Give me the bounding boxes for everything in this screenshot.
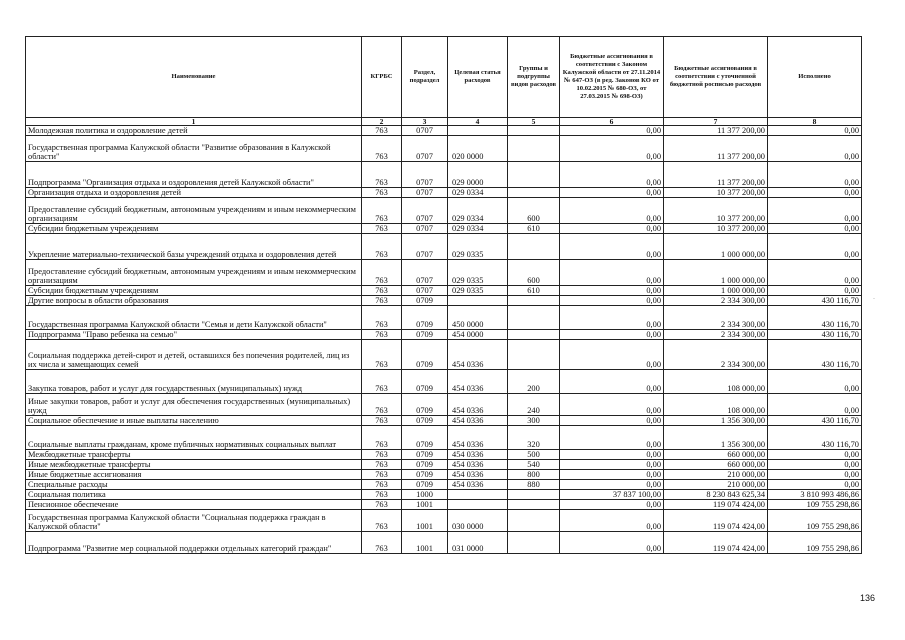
table-row bbox=[26, 296, 862, 306]
column-number: 3 bbox=[402, 118, 448, 126]
row-kgrbs: 763 bbox=[362, 470, 402, 480]
table-body bbox=[26, 126, 862, 554]
row-refined-amount: 660 000,00 bbox=[664, 450, 768, 460]
row-name: Государственная программа Калужской области "Социальная поддержка граждан в Калужской области" bbox=[26, 510, 362, 532]
header-refined-allocations: Бюджетные ассигнования в соответствии с уточненной бюджетной росписью расходов bbox=[664, 37, 768, 118]
header-law-allocations: Бюджетные ассигнования в соответствии с Законом Калужской области от 27.11.2014 № 647-ОЗ (в ред. Законов КО от 10.02.2015 № 680-ОЗ, от 27.03.2015 № 698-ОЗ) bbox=[560, 37, 664, 118]
row-razdel: 0709 bbox=[402, 394, 448, 416]
row-expense-type: 600 bbox=[508, 260, 560, 286]
row-name: Социальная поддержка детей-сирот и детей, оставшихся без попечения родителей, лиц из их числа и замещающих семей bbox=[26, 340, 362, 370]
row-executed-amount: 0,00 bbox=[768, 450, 862, 460]
row-razdel: 1001 bbox=[402, 500, 448, 510]
row-executed-amount: 0,00 bbox=[768, 136, 862, 162]
row-kgrbs: 763 bbox=[362, 370, 402, 394]
row-executed-amount: 0,00 bbox=[768, 370, 862, 394]
row-refined-amount: 119 074 424,00 bbox=[664, 532, 768, 554]
row-law-amount: 0,00 bbox=[560, 340, 664, 370]
row-kgrbs: 763 bbox=[362, 260, 402, 286]
row-name: Укрепление материально-технической базы учреждений отдыха и оздоровления детей bbox=[26, 234, 362, 260]
row-kgrbs: 763 bbox=[362, 340, 402, 370]
row-target-article bbox=[448, 500, 508, 510]
row-name: Социальное обеспечение и иные выплаты населению bbox=[26, 416, 362, 426]
row-name: Иные межбюджетные трансферты bbox=[26, 460, 362, 470]
row-target-article bbox=[448, 296, 508, 306]
row-expense-type: 540 bbox=[508, 460, 560, 470]
row-target-article: 029 0334 bbox=[448, 224, 508, 234]
row-razdel: 0707 bbox=[402, 286, 448, 296]
row-expense-type: 200 bbox=[508, 370, 560, 394]
row-kgrbs: 763 bbox=[362, 198, 402, 224]
row-expense-type: 600 bbox=[508, 198, 560, 224]
row-target-article bbox=[448, 490, 508, 500]
row-razdel: 0709 bbox=[402, 340, 448, 370]
row-refined-amount: 1 000 000,00 bbox=[664, 286, 768, 296]
row-razdel: 0707 bbox=[402, 224, 448, 234]
row-name: Социальные выплаты гражданам, кроме публичных нормативных социальных выплат bbox=[26, 426, 362, 450]
row-refined-amount: 10 377 200,00 bbox=[664, 198, 768, 224]
row-executed-amount: 430 116,70 bbox=[768, 340, 862, 370]
row-target-article: 454 0336 bbox=[448, 450, 508, 460]
row-executed-amount: 430 116,70 bbox=[768, 426, 862, 450]
column-number: 6 bbox=[560, 118, 664, 126]
row-kgrbs: 763 bbox=[362, 510, 402, 532]
row-refined-amount: 11 377 200,00 bbox=[664, 136, 768, 162]
row-expense-type: 300 bbox=[508, 416, 560, 426]
table-row bbox=[26, 490, 862, 500]
scan-mark: · bbox=[873, 296, 875, 302]
table-row bbox=[26, 198, 862, 224]
row-target-article: 029 0335 bbox=[448, 260, 508, 286]
row-refined-amount: 2 334 300,00 bbox=[664, 330, 768, 340]
row-kgrbs: 763 bbox=[362, 500, 402, 510]
row-name: Иные бюджетные ассигнования bbox=[26, 470, 362, 480]
row-target-article: 454 0336 bbox=[448, 460, 508, 470]
row-razdel: 0707 bbox=[402, 188, 448, 198]
row-law-amount: 0,00 bbox=[560, 480, 664, 490]
column-number: 8 bbox=[768, 118, 862, 126]
column-number: 5 bbox=[508, 118, 560, 126]
row-law-amount: 0,00 bbox=[560, 532, 664, 554]
row-refined-amount: 11 377 200,00 bbox=[664, 126, 768, 136]
table-row bbox=[26, 416, 862, 426]
row-name: Подпрограмма "Право ребенка на семью" bbox=[26, 330, 362, 340]
row-razdel: 1001 bbox=[402, 532, 448, 554]
row-law-amount: 0,00 bbox=[560, 510, 664, 532]
header-row bbox=[26, 37, 862, 118]
row-razdel: 1001 bbox=[402, 510, 448, 532]
row-executed-amount: 0,00 bbox=[768, 224, 862, 234]
row-target-article: 454 0336 bbox=[448, 470, 508, 480]
row-expense-type: 240 bbox=[508, 394, 560, 416]
row-law-amount: 0,00 bbox=[560, 330, 664, 340]
row-expense-type: 500 bbox=[508, 450, 560, 460]
row-expense-type: 610 bbox=[508, 286, 560, 296]
row-executed-amount: 0,00 bbox=[768, 260, 862, 286]
budget-sheet bbox=[25, 36, 862, 554]
row-refined-amount: 1 000 000,00 bbox=[664, 234, 768, 260]
row-razdel: 0707 bbox=[402, 126, 448, 136]
row-target-article: 029 0335 bbox=[448, 286, 508, 296]
row-kgrbs: 763 bbox=[362, 306, 402, 330]
row-executed-amount: 0,00 bbox=[768, 480, 862, 490]
row-target-article: 454 0336 bbox=[448, 370, 508, 394]
row-kgrbs: 763 bbox=[362, 330, 402, 340]
row-kgrbs: 763 bbox=[362, 286, 402, 296]
row-law-amount: 37 837 100,00 bbox=[560, 490, 664, 500]
row-law-amount: 0,00 bbox=[560, 260, 664, 286]
row-razdel: 0709 bbox=[402, 330, 448, 340]
row-executed-amount: 0,00 bbox=[768, 126, 862, 136]
table-row bbox=[26, 340, 862, 370]
row-law-amount: 0,00 bbox=[560, 224, 664, 234]
row-target-article: 450 0000 bbox=[448, 306, 508, 330]
row-law-amount: 0,00 bbox=[560, 126, 664, 136]
row-kgrbs: 763 bbox=[362, 426, 402, 450]
header-kgrbs: КГРБС bbox=[362, 37, 402, 118]
row-law-amount: 0,00 bbox=[560, 162, 664, 188]
row-target-article: 454 0336 bbox=[448, 480, 508, 490]
row-target-article: 454 0000 bbox=[448, 330, 508, 340]
row-kgrbs: 763 bbox=[362, 450, 402, 460]
row-law-amount: 0,00 bbox=[560, 198, 664, 224]
row-name: Социальная политика bbox=[26, 490, 362, 500]
table-row bbox=[26, 224, 862, 234]
table-row bbox=[26, 370, 862, 394]
row-name: Подпрограмма "Организация отдыха и оздоровления детей Калужской области" bbox=[26, 162, 362, 188]
row-razdel: 0709 bbox=[402, 416, 448, 426]
row-executed-amount: 430 116,70 bbox=[768, 296, 862, 306]
row-target-article: 454 0336 bbox=[448, 394, 508, 416]
row-law-amount: 0,00 bbox=[560, 416, 664, 426]
row-expense-type: 880 bbox=[508, 480, 560, 490]
row-razdel: 1000 bbox=[402, 490, 448, 500]
row-target-article: 454 0336 bbox=[448, 340, 508, 370]
page-number: 136 bbox=[860, 593, 876, 603]
table-row bbox=[26, 234, 862, 260]
row-expense-type: 320 bbox=[508, 426, 560, 450]
row-executed-amount: 0,00 bbox=[768, 162, 862, 188]
row-refined-amount: 2 334 300,00 bbox=[664, 296, 768, 306]
row-expense-type bbox=[508, 126, 560, 136]
row-razdel: 0707 bbox=[402, 260, 448, 286]
row-expense-type bbox=[508, 510, 560, 532]
row-name: Предоставление субсидий бюджетным, автономным учреждениям и иным некоммерческим организациям bbox=[26, 260, 362, 286]
row-name: Государственная программа Калужской области "Развитие образования в Калужской области" bbox=[26, 136, 362, 162]
table-row bbox=[26, 136, 862, 162]
row-executed-amount: 0,00 bbox=[768, 470, 862, 480]
row-executed-amount: 0,00 bbox=[768, 198, 862, 224]
budget-table bbox=[25, 36, 862, 554]
row-refined-amount: 119 074 424,00 bbox=[664, 500, 768, 510]
table-row bbox=[26, 330, 862, 340]
row-executed-amount: 430 116,70 bbox=[768, 416, 862, 426]
row-refined-amount: 210 000,00 bbox=[664, 470, 768, 480]
row-name: Пенсионное обеспечение bbox=[26, 500, 362, 510]
row-kgrbs: 763 bbox=[362, 188, 402, 198]
row-expense-type: 610 bbox=[508, 224, 560, 234]
row-name: Субсидии бюджетным учреждениям bbox=[26, 224, 362, 234]
row-name: Закупка товаров, работ и услуг для государственных (муниципальных) нужд bbox=[26, 370, 362, 394]
row-executed-amount: 3 810 993 486,86 bbox=[768, 490, 862, 500]
table-row bbox=[26, 286, 862, 296]
row-refined-amount: 10 377 200,00 bbox=[664, 224, 768, 234]
row-target-article: 030 0000 bbox=[448, 510, 508, 532]
row-razdel: 0709 bbox=[402, 306, 448, 330]
row-razdel: 0709 bbox=[402, 480, 448, 490]
row-razdel: 0707 bbox=[402, 234, 448, 260]
row-expense-type bbox=[508, 330, 560, 340]
row-name: Организация отдыха и оздоровления детей bbox=[26, 188, 362, 198]
row-expense-type bbox=[508, 234, 560, 260]
row-kgrbs: 763 bbox=[362, 532, 402, 554]
row-razdel: 0709 bbox=[402, 370, 448, 394]
row-refined-amount: 8 230 843 625,34 bbox=[664, 490, 768, 500]
row-razdel: 0709 bbox=[402, 460, 448, 470]
row-kgrbs: 763 bbox=[362, 416, 402, 426]
row-razdel: 0707 bbox=[402, 198, 448, 224]
row-name: Молодежная политика и оздоровление детей bbox=[26, 126, 362, 136]
column-number: 7 bbox=[664, 118, 768, 126]
row-expense-type bbox=[508, 188, 560, 198]
row-law-amount: 0,00 bbox=[560, 306, 664, 330]
row-refined-amount: 1 000 000,00 bbox=[664, 260, 768, 286]
row-expense-type bbox=[508, 490, 560, 500]
row-executed-amount: 0,00 bbox=[768, 394, 862, 416]
row-razdel: 0709 bbox=[402, 426, 448, 450]
row-target-article: 454 0336 bbox=[448, 426, 508, 450]
row-kgrbs: 763 bbox=[362, 460, 402, 470]
row-name: Субсидии бюджетным учреждениям bbox=[26, 286, 362, 296]
row-kgrbs: 763 bbox=[362, 296, 402, 306]
row-target-article: 454 0336 bbox=[448, 416, 508, 426]
row-law-amount: 0,00 bbox=[560, 370, 664, 394]
row-expense-type bbox=[508, 532, 560, 554]
row-expense-type: 800 bbox=[508, 470, 560, 480]
row-executed-amount: 0,00 bbox=[768, 286, 862, 296]
row-razdel: 0707 bbox=[402, 162, 448, 188]
row-executed-amount: 430 116,70 bbox=[768, 306, 862, 330]
row-target-article: 029 0335 bbox=[448, 234, 508, 260]
table-row bbox=[26, 450, 862, 460]
row-refined-amount: 660 000,00 bbox=[664, 460, 768, 470]
row-name: Предоставление субсидий бюджетным, автономным учреждениям и иным некоммерческим организациям bbox=[26, 198, 362, 224]
table-row bbox=[26, 480, 862, 490]
table-row bbox=[26, 426, 862, 450]
row-executed-amount: 109 755 298,86 bbox=[768, 510, 862, 532]
row-expense-type bbox=[508, 340, 560, 370]
column-number: 1 bbox=[26, 118, 362, 126]
row-kgrbs: 763 bbox=[362, 162, 402, 188]
row-name: Межбюджетные трансферты bbox=[26, 450, 362, 460]
header-name: Наименование bbox=[26, 37, 362, 118]
row-law-amount: 0,00 bbox=[560, 286, 664, 296]
row-expense-type bbox=[508, 296, 560, 306]
table-row bbox=[26, 162, 862, 188]
row-refined-amount: 10 377 200,00 bbox=[664, 188, 768, 198]
row-target-article: 029 0000 bbox=[448, 162, 508, 188]
row-target-article: 020 0000 bbox=[448, 136, 508, 162]
row-refined-amount: 108 000,00 bbox=[664, 394, 768, 416]
row-kgrbs: 763 bbox=[362, 126, 402, 136]
column-number: 2 bbox=[362, 118, 402, 126]
row-refined-amount: 11 377 200,00 bbox=[664, 162, 768, 188]
column-number: 4 bbox=[448, 118, 508, 126]
row-razdel: 0709 bbox=[402, 296, 448, 306]
header-celevaya: Целевая статья расходов bbox=[448, 37, 508, 118]
row-kgrbs: 763 bbox=[362, 480, 402, 490]
row-law-amount: 0,00 bbox=[560, 136, 664, 162]
row-executed-amount: 109 755 298,86 bbox=[768, 500, 862, 510]
table-row bbox=[26, 532, 862, 554]
row-target-article: 031 0000 bbox=[448, 532, 508, 554]
row-executed-amount: 0,00 bbox=[768, 234, 862, 260]
row-kgrbs: 763 bbox=[362, 136, 402, 162]
table-row bbox=[26, 460, 862, 470]
row-expense-type bbox=[508, 500, 560, 510]
row-refined-amount: 2 334 300,00 bbox=[664, 340, 768, 370]
table-row bbox=[26, 510, 862, 532]
row-kgrbs: 763 bbox=[362, 234, 402, 260]
table-row bbox=[26, 260, 862, 286]
header-executed: Исполнено bbox=[768, 37, 862, 118]
table-row bbox=[26, 126, 862, 136]
row-refined-amount: 108 000,00 bbox=[664, 370, 768, 394]
row-kgrbs: 763 bbox=[362, 224, 402, 234]
row-name: Подпрограмма "Развитие мер социальной поддержки отдельных категорий граждан" bbox=[26, 532, 362, 554]
row-law-amount: 0,00 bbox=[560, 500, 664, 510]
row-razdel: 0709 bbox=[402, 470, 448, 480]
row-target-article: 029 0334 bbox=[448, 188, 508, 198]
row-target-article bbox=[448, 126, 508, 136]
row-name: Государственная программа Калужской области "Семья и дети Калужской области" bbox=[26, 306, 362, 330]
row-razdel: 0709 bbox=[402, 450, 448, 460]
row-law-amount: 0,00 bbox=[560, 394, 664, 416]
row-law-amount: 0,00 bbox=[560, 296, 664, 306]
row-refined-amount: 119 074 424,00 bbox=[664, 510, 768, 532]
row-executed-amount: 109 755 298,86 bbox=[768, 532, 862, 554]
row-law-amount: 0,00 bbox=[560, 234, 664, 260]
row-refined-amount: 1 356 300,00 bbox=[664, 426, 768, 450]
row-executed-amount: 430 116,70 bbox=[768, 330, 862, 340]
row-law-amount: 0,00 bbox=[560, 426, 664, 450]
header-gruppy: Группы и подгруппы видов расходов bbox=[508, 37, 560, 118]
row-razdel: 0707 bbox=[402, 136, 448, 162]
row-law-amount: 0,00 bbox=[560, 460, 664, 470]
row-law-amount: 0,00 bbox=[560, 188, 664, 198]
row-kgrbs: 763 bbox=[362, 490, 402, 500]
row-refined-amount: 210 000,00 bbox=[664, 480, 768, 490]
row-executed-amount: 0,00 bbox=[768, 188, 862, 198]
row-kgrbs: 763 bbox=[362, 394, 402, 416]
row-expense-type bbox=[508, 162, 560, 188]
table-row bbox=[26, 394, 862, 416]
column-numbers-row bbox=[26, 118, 862, 126]
row-executed-amount: 0,00 bbox=[768, 460, 862, 470]
row-expense-type bbox=[508, 136, 560, 162]
row-target-article: 029 0334 bbox=[448, 198, 508, 224]
row-name: Иные закупки товаров, работ и услуг для обеспечения государственных (муниципальных) нужд bbox=[26, 394, 362, 416]
row-name: Специальные расходы bbox=[26, 480, 362, 490]
table-row bbox=[26, 306, 862, 330]
row-law-amount: 0,00 bbox=[560, 450, 664, 460]
table-row bbox=[26, 500, 862, 510]
row-law-amount: 0,00 bbox=[560, 470, 664, 480]
row-expense-type bbox=[508, 306, 560, 330]
header-razdel: Раздел, подраздел bbox=[402, 37, 448, 118]
table-row bbox=[26, 470, 862, 480]
row-refined-amount: 1 356 300,00 bbox=[664, 416, 768, 426]
row-name: Другие вопросы в области образования bbox=[26, 296, 362, 306]
table-row bbox=[26, 188, 862, 198]
row-refined-amount: 2 334 300,00 bbox=[664, 306, 768, 330]
